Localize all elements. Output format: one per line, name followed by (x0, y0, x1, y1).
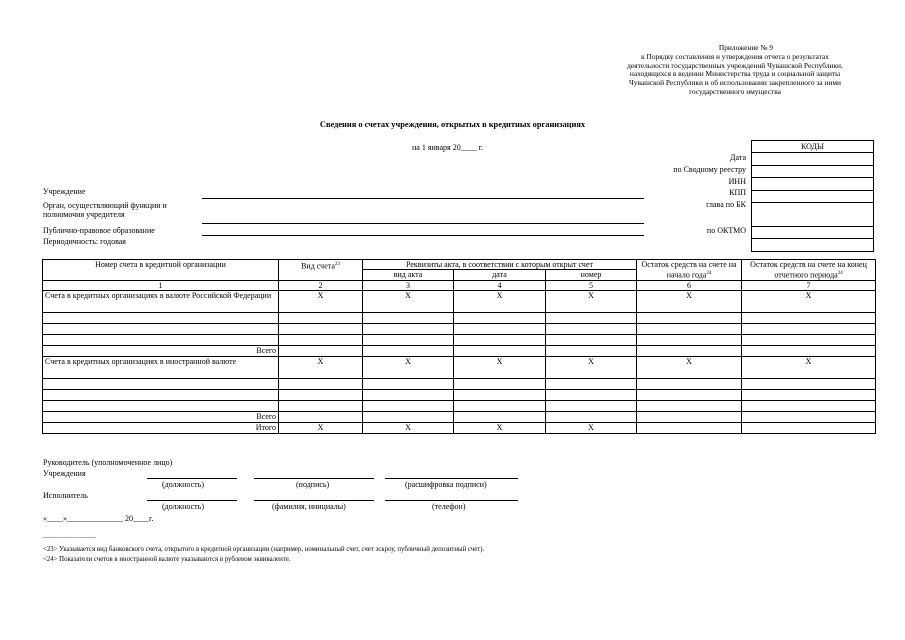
label-kpp: КПП (729, 188, 746, 197)
grand-total-row[interactable] (43, 422, 876, 433)
organ-field-line[interactable] (202, 223, 644, 224)
subtotal-label: Всего (43, 345, 279, 356)
x-mark: X (363, 422, 454, 433)
code-kpp-cell[interactable] (752, 190, 874, 202)
x-mark: X (279, 290, 363, 312)
grand-total-label: Итого (43, 422, 279, 433)
col-number: 2 (279, 280, 363, 290)
code-registry-cell[interactable] (752, 165, 874, 177)
header-account-type: Вид счета$^{23}$ (279, 260, 363, 281)
x-mark: X (454, 356, 546, 378)
name-caption: (фамилия, инициалы) (272, 502, 346, 511)
x-mark: X (454, 422, 546, 433)
periodicity-label: Периодичность: годовая (43, 237, 126, 246)
appendix-block (560, 44, 905, 97)
x-mark: X (742, 290, 876, 312)
head-label: Руководитель (уполномоченное лицо) (43, 458, 173, 467)
position-caption: (должность) (162, 480, 204, 489)
x-mark: X (279, 356, 363, 378)
table-row[interactable] (43, 378, 876, 389)
public-entity-label: Публично-правовое образование (43, 226, 155, 235)
x-mark: X (546, 290, 637, 312)
header-act-date: дата (454, 270, 546, 280)
sign-date: «____»______________ 20____г. (43, 514, 154, 523)
section-foreign-row (43, 356, 876, 378)
header-act-type: вид акта (363, 270, 454, 280)
public-entity-field-line[interactable] (202, 235, 644, 236)
footnote-separator: -------------------------------- (43, 536, 97, 541)
head-signature-line[interactable] (254, 478, 374, 479)
label-bk: глава по БК (706, 200, 746, 209)
table-row[interactable] (43, 323, 876, 334)
footnote-24: <24> Показатели счетов в иностранной валюте указываются в рублевом эквиваленте. (43, 556, 291, 563)
decoding-caption: (расшифровка подписи) (405, 480, 487, 489)
col-number: 3 (363, 280, 454, 290)
subtotal-foreign-row[interactable] (43, 411, 876, 422)
footnote-23: <23> Указывается вид банковского счета, открытого в кредитной организации (например, номинальный счет, счет эскроу, публичный депозитный счет). (43, 546, 485, 553)
code-date-cell[interactable] (752, 153, 874, 165)
x-mark: X (279, 422, 363, 433)
header-account-number: Номер счета в кредитной организации (43, 260, 279, 281)
x-mark: X (546, 422, 637, 433)
header-act-number: номер (546, 270, 637, 280)
label-date: Дата (730, 153, 746, 162)
table-row[interactable] (43, 389, 876, 400)
col-number: 5 (546, 280, 637, 290)
institution-label: Учреждение (43, 187, 86, 196)
x-mark: X (637, 290, 742, 312)
col-number: 4 (454, 280, 546, 290)
executor-label: Исполнитель (43, 491, 88, 500)
x-mark: X (546, 356, 637, 378)
x-mark: X (637, 356, 742, 378)
code-inn-cell[interactable] (752, 178, 874, 190)
section-rub-row (43, 290, 876, 312)
column-numbers-row (43, 280, 876, 290)
x-mark: X (363, 356, 454, 378)
institution-field-line[interactable] (202, 198, 644, 199)
subtotal-rub-row[interactable] (43, 345, 876, 356)
appendix-line: деятельности государственных учреждений Чувашской Республики, (627, 60, 843, 70)
phone-caption: (телефон) (432, 502, 466, 511)
table-row[interactable] (43, 312, 876, 323)
appendix-line: находящихся в ведении Министерства труда и социальной защиты (629, 69, 841, 79)
header-balance-end: Остаток средств на счете на конец отчетного периода$^{24}$ (742, 260, 876, 281)
head-decoding-line[interactable] (385, 478, 518, 479)
x-mark: X (454, 290, 546, 312)
code-periodicity-cell[interactable] (752, 239, 874, 251)
table-row[interactable] (43, 400, 876, 411)
col-number: 7 (742, 280, 876, 290)
x-mark: X (363, 290, 454, 312)
report-date: на 1 января 20____ г. (412, 143, 484, 152)
code-oktmo-cell[interactable] (752, 226, 874, 238)
document-title: Сведения о счетах учреждения, открытых в кредитных организациях (319, 120, 586, 129)
code-bk-cell[interactable] (752, 202, 874, 226)
header-act-details: Реквизиты акта, в соответствии с которым открыт счет (363, 260, 637, 270)
col-number: 6 (637, 280, 742, 290)
section-foreign-label: Счета в кредитных организациях в иностранной валюте (43, 356, 279, 378)
label-registry: по Сводному реестру (673, 165, 746, 174)
appendix-line: государственного имущества (689, 86, 781, 96)
codes-table (751, 140, 874, 252)
label-inn: ИНН (728, 177, 746, 186)
appendix-line: Чувашской Республики и об использовании закрепленного за ними (629, 78, 841, 88)
x-mark: X (742, 356, 876, 378)
label-oktmo: по ОКТМО (706, 226, 746, 235)
executor-phone-line[interactable] (385, 500, 518, 501)
organ-label: Орган, осуществляющий функции и полномочия учредителя (43, 201, 167, 219)
institution-sign-label: Учреждения (43, 469, 86, 478)
col-number: 1 (43, 280, 279, 290)
table-row[interactable] (43, 334, 876, 345)
signature-caption: (подпись) (296, 480, 330, 489)
head-position-line[interactable] (147, 478, 237, 479)
position-caption: (должность) (162, 502, 204, 511)
executor-position-line[interactable] (147, 500, 237, 501)
accounts-table (42, 259, 876, 434)
section-rub-label: Счета в кредитных организациях в валюте Российской Федерации (43, 290, 279, 312)
codes-header: КОДЫ (752, 141, 874, 153)
header-balance-start: Остаток средств на счете на начало года$^{24}$ (637, 260, 742, 281)
appendix-line: к Порядку составления и утверждения отчета о результатах (641, 51, 829, 61)
subtotal-label: Всего (43, 411, 279, 422)
appendix-number: Приложение № 9 (718, 43, 773, 52)
executor-name-line[interactable] (254, 500, 374, 501)
